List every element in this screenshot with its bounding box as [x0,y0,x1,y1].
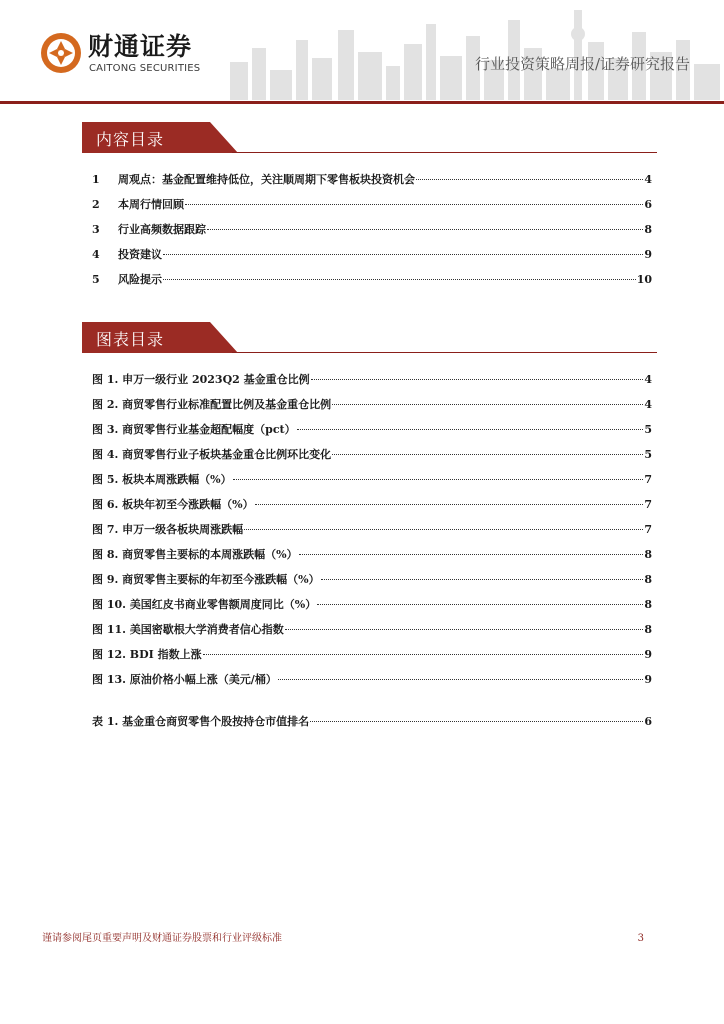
figure-row[interactable] [92,371,652,389]
figure-title: 图 2. 商贸零售行业标准配置比例及基金重仓比例 [92,398,332,411]
figure-page: 8 [644,598,652,611]
dot-leader [321,579,644,580]
figure-row[interactable] [92,471,652,489]
city-skyline-graphic [220,0,724,100]
header-divider [0,101,724,104]
dot-leader [285,629,644,630]
figure-page: 7 [644,523,652,536]
toc-title: 本周行情回顾 [118,198,184,211]
figures-section-banner [82,322,657,358]
table-title: 表 1. 基金重仓商贸零售个股按持仓市值排名 [92,715,310,728]
figure-row[interactable] [92,596,652,614]
dot-leader [297,429,644,430]
banner-rule [232,352,657,353]
table-page: 6 [644,715,652,728]
dot-leader [203,654,644,655]
figure-title: 图 8. 商贸零售主要标的本周涨跌幅（%） [92,548,298,561]
toc-row[interactable] [92,171,652,189]
toc-page: 10 [636,273,652,286]
toc-page: 8 [644,223,652,236]
figure-title: 图 6. 板块年初至今涨跌幅（%） [92,498,254,511]
report-type: 行业投资策略周报/证券研究报告 [474,55,690,73]
figure-row[interactable] [92,446,652,464]
figure-row[interactable] [92,546,652,564]
logo-chinese-name: 财通证券 [88,32,193,61]
figure-row[interactable] [92,621,652,639]
figure-row[interactable] [92,571,652,589]
figure-title: 图 10. 美国红皮书商业零售额周度同比（%） [92,598,317,611]
dot-leader [207,229,643,230]
figure-title: 图 7. 申万一级各板块周涨跌幅 [92,523,244,536]
toc-title: 投资建议 [118,248,162,261]
dot-leader [185,204,643,205]
footer-disclaimer: 谨请参阅尾页重要声明及财通证券股票和行业评级标准 [42,933,282,944]
figure-title: 图 12. BDI 指数上涨 [92,648,202,661]
figure-page: 4 [644,398,652,411]
toc-row[interactable] [92,221,652,239]
figure-page: 8 [644,573,652,586]
dot-leader [255,504,644,505]
toc-section-banner [82,122,657,158]
figure-title: 图 9. 商贸零售主要标的年初至今涨跌幅（%） [92,573,320,586]
figures-heading: 图表目录 [96,330,165,349]
toc-page: 9 [644,248,652,261]
dot-leader [163,279,636,280]
toc-number: 5 [92,273,100,286]
dot-leader [299,554,644,555]
page-header [0,0,724,104]
toc-number: 1 [92,173,100,186]
dot-leader [416,179,643,180]
figure-page: 8 [644,623,652,636]
logo-english-name: CAITONG SECURITIES [89,63,201,74]
figure-page: 4 [644,373,652,386]
dot-leader [332,454,643,455]
dot-leader [311,379,644,380]
toc-number: 2 [92,198,100,211]
figure-page: 9 [644,648,652,661]
caitong-logo-icon [40,32,82,74]
banner-rule [232,152,657,153]
dot-leader [310,721,643,722]
table-toc-row[interactable] [92,713,652,731]
figure-title: 图 1. 申万一级行业 2023Q2 基金重仓比例 [92,373,310,386]
figure-title: 图 13. 原油价格小幅上涨（美元/桶） [92,673,277,686]
figure-title: 图 5. 板块本周涨跌幅（%） [92,473,232,486]
toc-number: 4 [92,248,100,261]
toc-row[interactable] [92,246,652,264]
toc-title: 周观点：基金配置维持低位，关注顺周期下零售板块投资机会 [118,173,415,186]
dot-leader [244,529,643,530]
figure-row[interactable] [92,521,652,539]
figure-row[interactable] [92,496,652,514]
dot-leader [317,604,643,605]
figure-page: 5 [644,448,652,461]
figure-page: 7 [644,498,652,511]
figure-row[interactable] [92,396,652,414]
figure-row[interactable] [92,646,652,664]
figure-page: 5 [644,423,652,436]
dot-leader [278,679,644,680]
figure-title: 图 11. 美国密歇根大学消费者信心指数 [92,623,284,636]
figure-title: 图 4. 商贸零售行业子板块基金重仓比例环比变化 [92,448,332,461]
toc-title: 行业高频数据跟踪 [118,223,206,236]
figure-title: 图 3. 商贸零售行业基金超配幅度（pct） [92,423,296,436]
toc-row[interactable] [92,196,652,214]
page-number: 3 [637,933,644,944]
toc-row[interactable] [92,271,652,289]
dot-leader [332,404,643,405]
toc-heading: 内容目录 [96,130,165,149]
toc-title: 风险提示 [118,273,162,286]
dot-leader [233,479,644,480]
figure-page: 8 [644,548,652,561]
figure-page: 9 [644,673,652,686]
toc-number: 3 [92,223,100,236]
figure-page: 7 [644,473,652,486]
figure-row[interactable] [92,671,652,689]
dot-leader [163,254,643,255]
toc-page: 6 [644,198,652,211]
toc-page: 4 [644,173,652,186]
figure-row[interactable] [92,421,652,439]
